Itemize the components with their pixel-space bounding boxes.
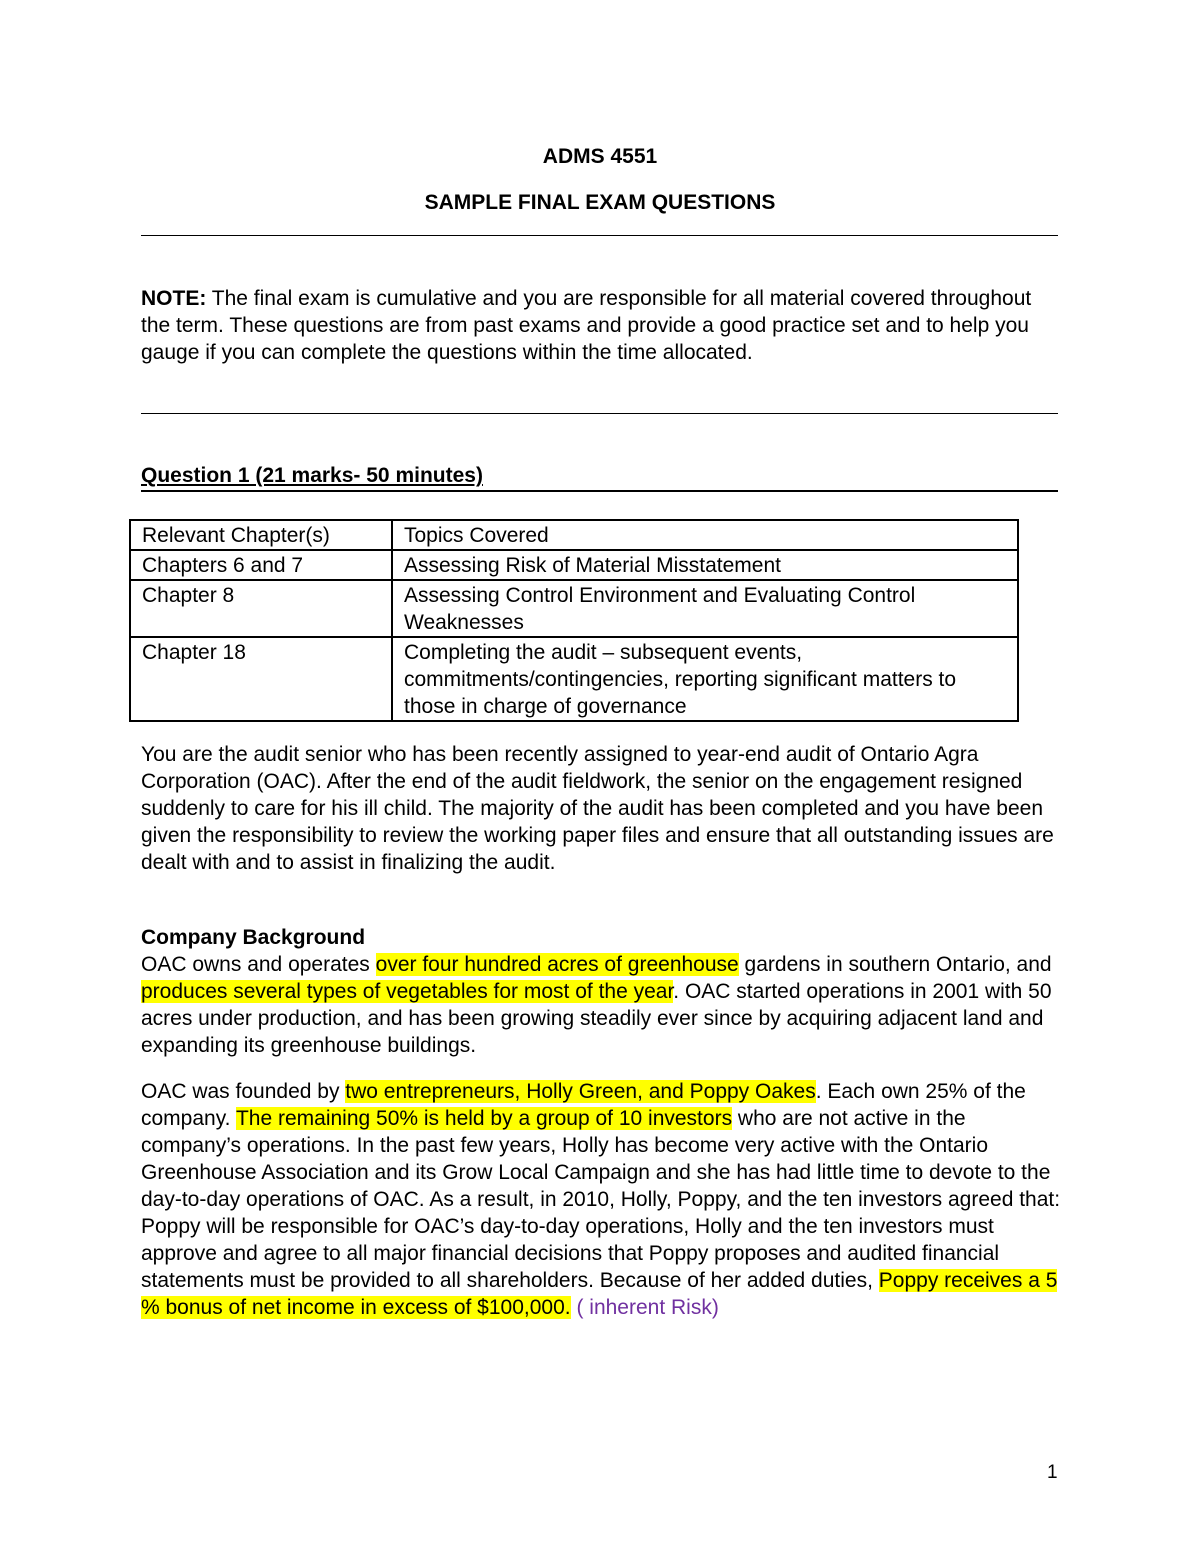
- page-number: 1: [1047, 1462, 1058, 1483]
- company-background-section: [141, 924, 1061, 1059]
- divider: [141, 413, 1058, 414]
- course-code: ADMS 4551: [542, 145, 658, 168]
- table-cell: Chapter 18: [130, 637, 392, 721]
- note-label: NOTE:: [141, 287, 207, 310]
- table-row: [130, 550, 1018, 580]
- ownership-paragraph: [141, 1078, 1061, 1321]
- intro-paragraph: You are the audit senior who has been recently assigned to year-end audit of Ontario Agra Corporation (OAC). After the end of the audit fieldwork, the senior on the engagement resigned suddenly to care for his ill child. The majority of the audit has been completed and you have been given the responsibility to review the working paper files and ensure that all outstanding issues are dealt with and to assist in finalizing the audit.: [141, 743, 1054, 874]
- highlighted-text: over four hundred acres of greenhouse: [375, 953, 739, 976]
- highlighted-text: The remaining 50% is held by a group of 10 investors: [235, 1107, 733, 1130]
- table-cell: Completing the audit – subsequent events, commitments/contingencies, reporting significant matters to those in charge of governance: [392, 637, 1018, 721]
- document-title: SAMPLE FINAL EXAM QUESTIONS: [424, 191, 776, 214]
- highlighted-text: two entrepreneurs, Holly Green, and Poppy Oakes: [345, 1080, 816, 1103]
- paragraph-text: gardens in southern Ontario, and: [738, 953, 1052, 976]
- highlighted-text: produces several types of vegetables for most of the year: [141, 980, 674, 1003]
- paragraph-text: who are not active in the company’s operations. In the past few years, Holly has become very active with the Ontario Greenhouse Association and its Grow Local Campaign and she has had little time to devote to the day-to-day operations of OAC. As a result, in 2010, Holly, Poppy, and the ten investors agreed that: Poppy will be responsible for OAC’s day-to-day operations, Holly and the ten investors must approve and agree to all major financial decisions that Poppy proposes and audited financial statements must be provided to all shareholders. Because of her added duties,: [141, 1107, 1061, 1292]
- risk-annotation: ( inherent Risk): [576, 1296, 719, 1319]
- table-cell: Chapter 8: [130, 580, 392, 637]
- table-row: [130, 580, 1018, 637]
- table-cell: Assessing Control Environment and Evaluating Control Weaknesses: [392, 580, 1018, 637]
- paragraph-text: . OAC started operations in 2001 with 50 acres under production, and has been growing steadily ever since by acquiring adjacent land and expanding its greenhouse buildings.: [141, 980, 1052, 1057]
- table-cell: Chapters 6 and 7: [130, 550, 392, 580]
- question-heading-rule: [141, 490, 1058, 492]
- table-header-cell: Topics Covered: [392, 520, 1018, 550]
- table-cell: Assessing Risk of Material Misstatement: [392, 550, 1018, 580]
- table-row: [130, 637, 1018, 721]
- table-header-cell: Relevant Chapter(s): [130, 520, 392, 550]
- divider: [141, 235, 1058, 236]
- chapter-topics-table: [129, 519, 1019, 722]
- question-heading: Question 1 (21 marks- 50 minutes): [141, 464, 483, 487]
- section-heading: Company Background: [141, 926, 366, 949]
- paragraph-text: . Each own 25% of the company.: [141, 1080, 1026, 1130]
- note-text: The final exam is cumulative and you are responsible for all material covered throughout the term. These questions are from past exams and provide a good practice set and to help you gauge if you can complete the questions within the time allocated.: [141, 287, 1032, 364]
- paragraph-text: OAC was founded by: [141, 1080, 346, 1103]
- table-header-row: [130, 520, 1018, 550]
- highlighted-text: Poppy receives a 5 % bonus of net income in excess of $100,000.: [141, 1269, 1058, 1319]
- paragraph-text: OAC owns and operates: [141, 953, 376, 976]
- note-paragraph: [141, 285, 1061, 366]
